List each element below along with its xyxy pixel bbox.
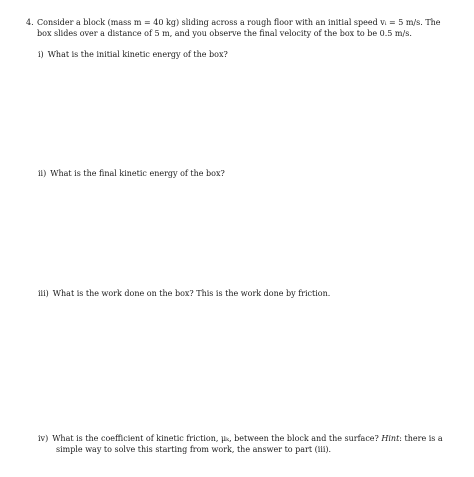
question-text: What is the initial kinetic energy of the box?: [47, 50, 228, 59]
problem-line-2: box slides over a distance of 5 m, and you observe the final velocity of the box to be 0.5 m/s.: [37, 29, 412, 38]
question-i: [38, 49, 228, 60]
question-label: iv): [38, 434, 49, 443]
question-text-tail: : there is a: [399, 434, 443, 443]
question-text-continued: simple way to solve this starting from work, the answer to part (iii).: [56, 445, 332, 454]
question-ii: [38, 168, 225, 179]
question-text: What is the work done on the box? This is the work done by friction.: [52, 289, 331, 298]
question-label: ii): [38, 169, 47, 178]
question-label: iii): [38, 289, 49, 298]
question-text: What is the coefficient of kinetic friction, μₖ, between the block and the surface?: [52, 434, 379, 443]
problem-line-1: Consider a block (mass m = 40 kg) sliding across a rough floor with an initial speed vᵢ = 5 m/s. The: [37, 18, 441, 27]
hint-label: Hint: [381, 434, 400, 443]
question-iv: [38, 433, 454, 455]
question-label: i): [38, 50, 44, 59]
question-text: What is the final kinetic energy of the box?: [50, 169, 225, 178]
problem-number: 4.: [26, 18, 34, 27]
problem-statement: [26, 17, 454, 39]
question-iii: [38, 288, 330, 299]
